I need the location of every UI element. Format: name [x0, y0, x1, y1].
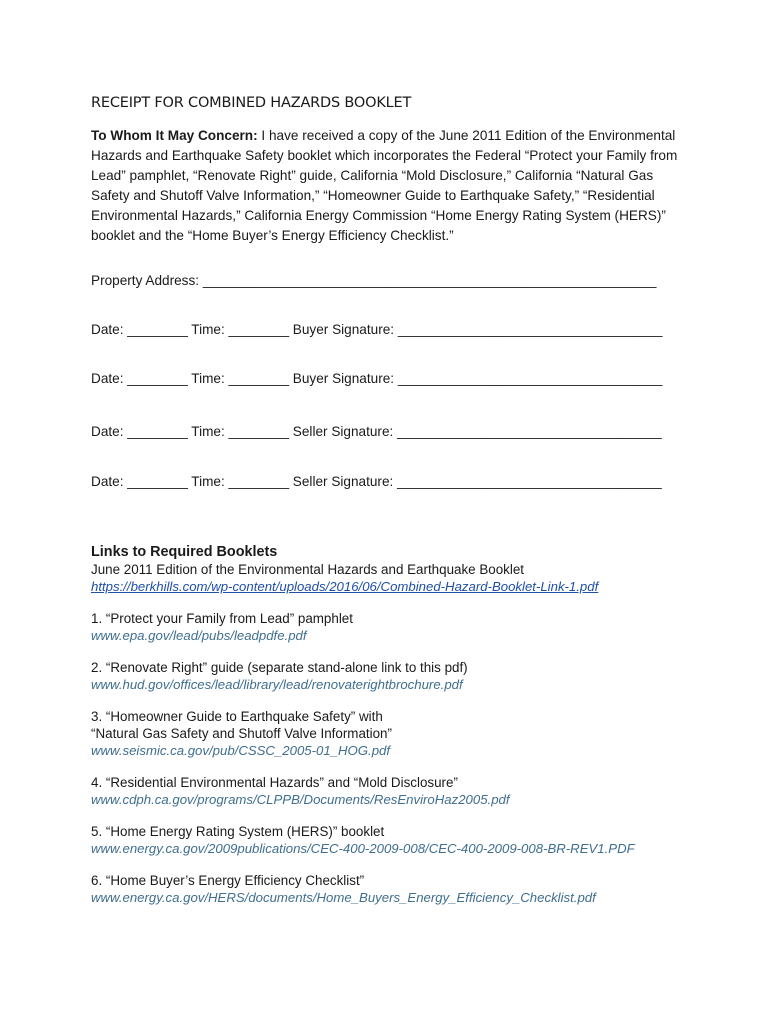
main-booklet-link[interactable]: https://berkhills.com/wp-content/uploads/2016/06/Combined-Hazard-Booklet-Link-1.pdf	[91, 579, 599, 594]
intro-salutation: To Whom It May Concern:	[91, 128, 258, 143]
link-entry-url[interactable]: www.epa.gov/lead/pubs/leadpdfe.pdf	[91, 628, 307, 643]
link-entry-url[interactable]: www.seismic.ca.gov/pub/CSSC_2005-01_HOG.pdf	[91, 743, 391, 758]
page-title: RECEIPT FOR COMBINED HAZARDS BOOKLET	[91, 95, 412, 111]
link-entry-url[interactable]: www.energy.ca.gov/2009publications/CEC-400-2009-008/CEC-400-2009-008-BR-REV1.PDF	[91, 841, 635, 856]
main-booklet-text: June 2011 Edition of the Environmental Hazards and Earthquake Booklet	[91, 562, 524, 577]
link-entry	[91, 610, 711, 644]
link-entry	[91, 823, 711, 857]
seller-signature-line-1: Date: ________ Time: ________ Seller Signature: ___________________________________	[91, 424, 662, 439]
intro-paragraph	[91, 126, 691, 246]
link-entry-url[interactable]: www.cdph.ca.gov/programs/CLPPB/Documents/ResEnviroHaz2005.pdf	[91, 792, 510, 807]
link-entry-url[interactable]: www.hud.gov/offices/lead/library/lead/renovaterightbrochure.pdf	[91, 677, 463, 692]
seller-signature-line-2: Date: ________ Time: ________ Seller Signature: ___________________________________	[91, 474, 662, 489]
links-section	[91, 543, 711, 906]
link-entry	[91, 872, 711, 906]
link-entry	[91, 774, 711, 808]
buyer-signature-line-2: Date: ________ Time: ________ Buyer Signature: ___________________________________	[91, 371, 663, 386]
property-address-line: Property Address: ____________________________________________________________	[91, 273, 657, 288]
link-entry-text: “Natural Gas Safety and Shutoff Valve Information”	[91, 726, 392, 741]
link-entry-text: 3. “Homeowner Guide to Earthquake Safety” with	[91, 709, 383, 724]
link-entry	[91, 659, 711, 693]
link-entry-text: 2. “Renovate Right” guide (separate stand-alone link to this pdf)	[91, 660, 468, 675]
buyer-signature-line-1: Date: ________ Time: ________ Buyer Signature: ___________________________________	[91, 322, 663, 337]
link-entry-text: 6. “Home Buyer’s Energy Efficiency Checklist”	[91, 873, 365, 888]
intro-body: I have received a copy of the June 2011 Edition of the Environmental Hazards and Earthquake Safety booklet which incorporates the Federal “Protect your Family from Lead” pamphlet, “Renovate Right” guide, California “Mold Disclosure,” California “Natural Gas Safety and Shutoff Valve Information,” “Homeowner Guide to Earthquake Safety,” “Residential Environmental Hazards,” California Energy Commission “Home Energy Rating System (HERS)” booklet and the “Home Buyer’s Energy Efficiency Checklist.”	[91, 128, 678, 243]
link-entry-url[interactable]: www.energy.ca.gov/HERS/documents/Home_Buyers_Energy_Efficiency_Checklist.pdf	[91, 890, 596, 905]
link-entry-text: 5. “Home Energy Rating System (HERS)” booklet	[91, 824, 385, 839]
link-entry-text: 4. “Residential Environmental Hazards” and “Mold Disclosure”	[91, 775, 458, 790]
link-entry	[91, 708, 711, 759]
links-heading: Links to Required Booklets	[91, 544, 278, 560]
link-entry-text: 1. “Protect your Family from Lead” pamphlet	[91, 611, 353, 626]
